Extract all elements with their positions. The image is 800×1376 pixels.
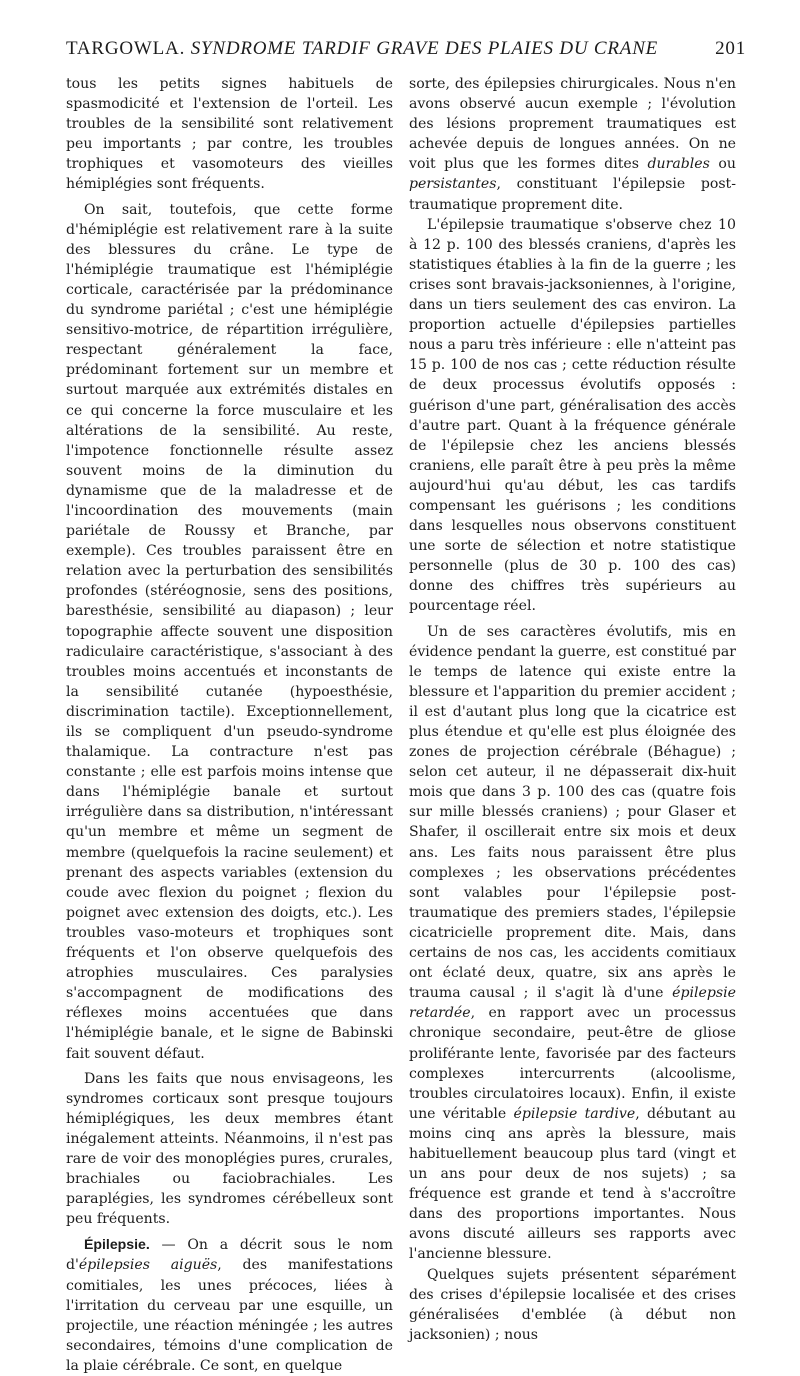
header-title: SYNDROME TARDIF GRAVE DES PLAIES DU CRANE bbox=[190, 38, 659, 59]
page-number: 201 bbox=[715, 38, 746, 59]
text-run: sorte, des épilepsies chirurgicales. Nous n'en avons observé aucun exemple ; l'évolution des lésions proprement traumatiques est achevée depuis de longues années. On ne voit plus que les formes dites bbox=[409, 76, 736, 173]
section-heading: Épilepsie. bbox=[84, 1236, 150, 1253]
paragraph: L'épilepsie traumatique s'observe chez 10 à 12 p. 100 des blessés craniens, d'après les statistiques établies à la fin de la guerre ; les crises sont bravais-jacksoniennes, à l'origine, dans un tiers seulement des cas environ. La proportion actuelle d'épilepsies partielles nous a paru très inférieure : elle n'atteint pas 15 p. 100 de nos cas ; cette réduction résulte de deux processus évolutifs opposés : guérison d'une part, généralisation des accès d'autre part. Quant à la fréquence générale de l'épilepsie chez les anciens blessés craniens, elle paraît être à peu près la même aujourd'hui qu'au début, les cas tardifs compensant les guérisons ; les conditions dans lesquelles nous observons constituent une sorte de sélection et notre statistique personnelle (plus de 30 p. 100 des cas) donne des chiffres très supérieurs au pourcentage réel. bbox=[409, 216, 736, 615]
text-run: , constituant l'épilepsie post-traumatique proprement dite. bbox=[409, 176, 736, 213]
paragraph bbox=[409, 74, 736, 215]
emphasis: durables bbox=[647, 156, 710, 173]
text-run: ou bbox=[709, 156, 736, 173]
emphasis: persistantes bbox=[409, 176, 497, 193]
text-run: , des manifestations comitiales, les unes précoces, liées à l'irritation du cerveau par une esquille, un projectile, une réaction méningée ; les autres secondaires, témoins d'une complication de la plaie cérébrale. Ce sont, en quelque bbox=[66, 1257, 393, 1374]
header-author: TARGOWLA. bbox=[66, 38, 186, 59]
paragraph: tous les petits signes habituels de spasmodicité et l'extension de l'orteil. Les troubles de la sensibilité sont relativement peu importants ; par contre, les troubles trophiques et vasomoteurs des vieilles hémiplégies sont fréquents. bbox=[66, 76, 393, 193]
paragraph-epilepsie bbox=[66, 1234, 393, 1376]
emphasis: épilepsie retardée bbox=[409, 985, 736, 1022]
text-run: Un de ses caractères évolutifs, mis en évidence pendant la guerre, est constitué par le temps de latence qui existe entre la blessure et l'apparition du premier accident ; il est d'autant plus long que la cicatrice est plus étendue et qu'elle est plus éloignée des zones de projection cérébrale (Béhague) ; selon cet auteur, il ne dépasserait dix-huit mois que dans 3 p. 100 des cas (quatre fois sur mille blessés craniens) ; pour Glaser et Shafer, il oscillerait entre six mois et deux ans. Les faits nous paraissent être plus complexes ; les observations précédentes sont valables pour l'épilepsie post-traumatique des premiers stades, l'épilepsie cicatricielle proprement dite. Mais, dans certains de nos cas, les accidents comitiaux ont éclaté deux, quatre, six ans après le trauma causal ; il s'agit là d'une bbox=[409, 623, 736, 1002]
paragraph: Quelques sujets présentent séparément des crises d'épilepsie localisée et des crises généralisées d'emblée (à début non jacksonien) ; nous bbox=[409, 1266, 736, 1343]
right-column bbox=[409, 74, 736, 1345]
running-header bbox=[66, 38, 746, 60]
text-run: , en rapport avec un processus chronique secondaire, peut-être de gliose proliférante lente, favorisée par des facteurs complexes intercurrents (alcoolisme, troubles circulatoires locaux). Enfin, il existe une véritable bbox=[409, 1005, 736, 1122]
paragraph bbox=[409, 622, 736, 1265]
emphasis: épilepsies aiguës bbox=[78, 1257, 218, 1274]
emphasis: épilepsie tardive bbox=[513, 1105, 636, 1122]
text-run: , débutant au moins cinq ans après la blessure, mais habituellement beaucoup plus tard (vingt et un ans pour deux de nos sujets) ; sa fréquence est grande et tend à s'accroître dans des proportions importantes. Nous avons discuté ailleurs ses rapports avec l'ancienne blessure. bbox=[409, 1105, 736, 1263]
text-run: — On a décrit sous le nom d' bbox=[66, 1237, 393, 1274]
left-column bbox=[66, 74, 393, 1376]
paragraph: Dans les faits que nous envisageons, les syndromes corticaux sont presque toujours hémiplégiques, les deux membres étant inégalement atteints. Néanmoins, il n'est pas rare de voir des monoplégies pures, crurales, brachiales ou faciobrachiales. Les paraplégies, les syndromes cérébelleux sont peu fréquents. bbox=[66, 1070, 393, 1228]
paragraph: On sait, toutefois, que cette forme d'hémiplégie est relativement rare à la suite des blessures du crâne. Le type de l'hémiplégie traumatique est l'hémiplégie corticale, caractérisée par la prédominance du syndrome pariétal ; c'est une hémiplégie sensitivo-motrice, de répartition irrégulière, respectant généralement la face, prédominant fortement sur un membre et surtout marquée aux extrémités distales en ce qui concerne la force musculaire et les altérations de la sensibilité. Au reste, l'impotence fonctionnelle résulte assez souvent moins de la diminution du dynamisme que de la maladresse et de l'incoordination des mouvements (main pariétale de Roussy et Branche, par exemple). Ces troubles paraissent être en relation avec la perturbation des sensibilités profondes (stéréognosie, sens des positions, baresthésie, sensibilité au diapason) ; leur topographie affecte souvent une disposition radiculaire caractéristique, s'associant à des troubles moins accentués et inconstants de la sensibilité cutanée (hypoesthésie, discrimination tactile). Exceptionnellement, ils se compliquent d'un pseudo-syndrome thalamique. La contracture n'est pas constante ; elle est parfois moins intense que dans l'hémiplégie banale et surtout irrégulière dans sa distribution, n'intéressant qu'un membre et même un segment de membre (quelquefois la racine seulement) et prenant des aspects variables (extension du coude avec flexion du poignet ; flexion du poignet avec extension des doigts, etc.). Les troubles vaso-moteurs et trophiques sont fréquents et l'on observe quelquefois des atrophies musculaires. Ces paralysies s'accompagnent de modifications des réflexes moins accentuées que dans l'hémiplégie banale, et le signe de Babinski fait souvent défaut. bbox=[66, 201, 393, 1062]
